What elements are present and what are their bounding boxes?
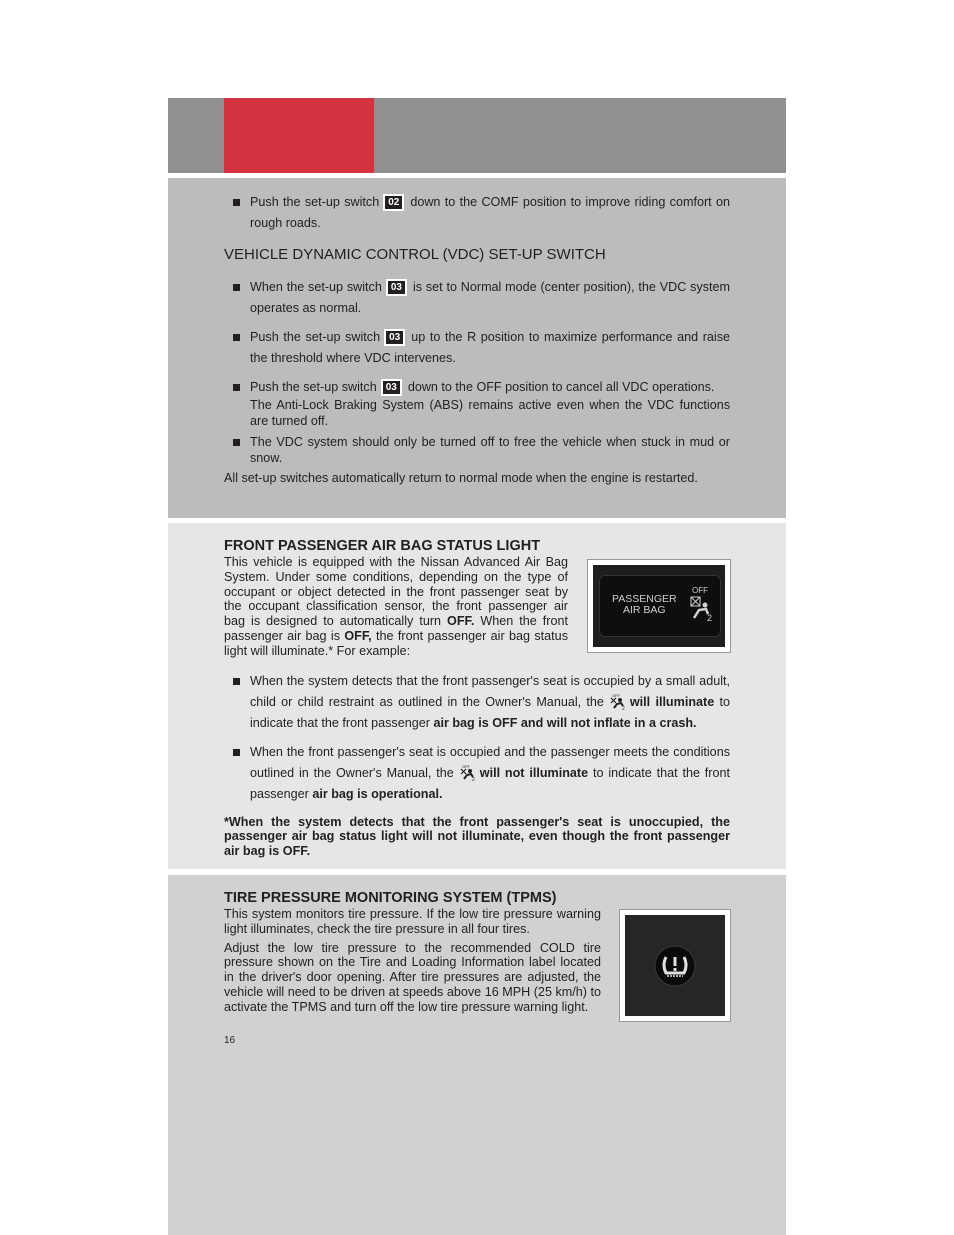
page-number: 16 <box>224 1034 236 1046</box>
vdc-subheading: VEHICLE DYNAMIC CONTROL (VDC) SET-UP SWITCH <box>224 246 606 263</box>
tpms-section <box>168 875 786 1235</box>
bullet-square-icon <box>233 439 240 446</box>
bullet-square-icon <box>233 199 240 206</box>
tpms-para-2: Adjust the low tire pressure to the recommended COLD tire pressure shown on the Tire and Loading Information label located in the driver's door opening. After tire pressures are adjusted, the vehicle will need to be driven at speeds above 16 MPH (25 km/h) to activate the TPMS and turn off the low tire pressure warning light. <box>224 940 601 1014</box>
airbag-section <box>168 523 786 869</box>
svg-text:2: 2 <box>707 613 713 622</box>
airbag-status-light-photo: PASSENGER AIR BAG OFF 2 <box>587 559 731 653</box>
switch-badge-03: 03 <box>381 379 402 396</box>
bullet-comf: Push the set-up switch 02 down to the COMF position to improve riding comfort on rough roads. <box>224 192 730 234</box>
passenger-airbag-off-icon <box>458 763 476 781</box>
bullet-vdc-normal: When the set-up switch 03 is set to Normal mode (center position), the VDC system operates as normal. <box>224 277 730 319</box>
header-accent-block <box>224 98 374 173</box>
airbag-off-glyph-icon <box>690 596 714 622</box>
svg-text:2: 2 <box>621 705 625 710</box>
bullet-vdc-r: Push the set-up switch 03 up to the R position to maximize performance and raise the threshold where VDC intervenes. <box>224 327 730 369</box>
bullet-square-icon <box>233 334 240 341</box>
bullet-vdc-mud: The VDC system should only be turned off to free the vehicle when stuck in mud or snow. <box>224 435 730 466</box>
tpms-heading: TIRE PRESSURE MONITORING SYSTEM (TPMS) <box>224 890 557 906</box>
bullet-square-icon <box>233 284 240 291</box>
tpms-warning-icon <box>654 945 696 987</box>
switch-badge-03: 03 <box>386 279 407 296</box>
bullet-square-icon <box>233 749 240 756</box>
svg-text:OFF: OFF <box>461 763 470 769</box>
airbag-heading: FRONT PASSENGER AIR BAG STATUS LIGHT <box>224 538 541 554</box>
svg-text:2: 2 <box>471 776 475 781</box>
tpms-para-1: This system monitors tire pressure. If the low tire pressure warning light illuminates, check the tire pressure in all four tires. <box>224 907 601 936</box>
switch-badge-03: 03 <box>384 329 405 346</box>
svg-text:OFF: OFF <box>611 692 620 698</box>
bullet-vdc-off: Push the set-up switch 03 down to the OFF position to cancel all VDC operations. The Anti-Lock Braking System (ABS) remains active even when the VDC functions are turned off. <box>224 377 730 429</box>
airbag-unoccupied-note: *When the system detects that the front passenger's seat is unoccupied, the passenger air bag status light will not illuminate, even though the front passenger air bag is OFF. <box>224 814 730 859</box>
vdc-footer-note: All set-up switches automatically return to normal mode when the engine is restarted. <box>224 471 698 485</box>
bullet-square-icon <box>233 384 240 391</box>
switch-badge-02: 02 <box>383 194 404 211</box>
vdc-section <box>168 178 786 518</box>
bullet-square-icon <box>233 678 240 685</box>
page-header-bar <box>168 98 786 173</box>
tpms-warning-light-photo <box>619 909 731 1022</box>
abs-note: The Anti-Lock Braking System (ABS) remains active even when the VDC functions are turned off. <box>250 398 730 428</box>
bullet-airbag-off: When the system detects that the front passenger's seat is occupied by a small adult, child or child restraint as outlined in the Owner's Manual, the OFF 2 will illuminate to indicate that the front passenger air bag is OFF and will not inflate in a crash. <box>224 671 730 734</box>
bullet-airbag-on: When the front passenger's seat is occupied and the passenger meets the conditions outlined in the Owner's Manual, the OFF 2 will not illuminate to indicate that the front passenger air bag is operational. <box>224 742 730 805</box>
passenger-airbag-off-icon <box>608 692 626 710</box>
airbag-intro: This vehicle is equipped with the Nissan Advanced Air Bag System. Under some conditions, depending on the type of occupant or object detected in the front passenger seat by the occupant classification sensor, the front passenger air bag is designed to automatically turn OFF. When the front passenger air bag is OFF, the front passenger air bag status light will illuminate.* For example: <box>224 555 569 658</box>
